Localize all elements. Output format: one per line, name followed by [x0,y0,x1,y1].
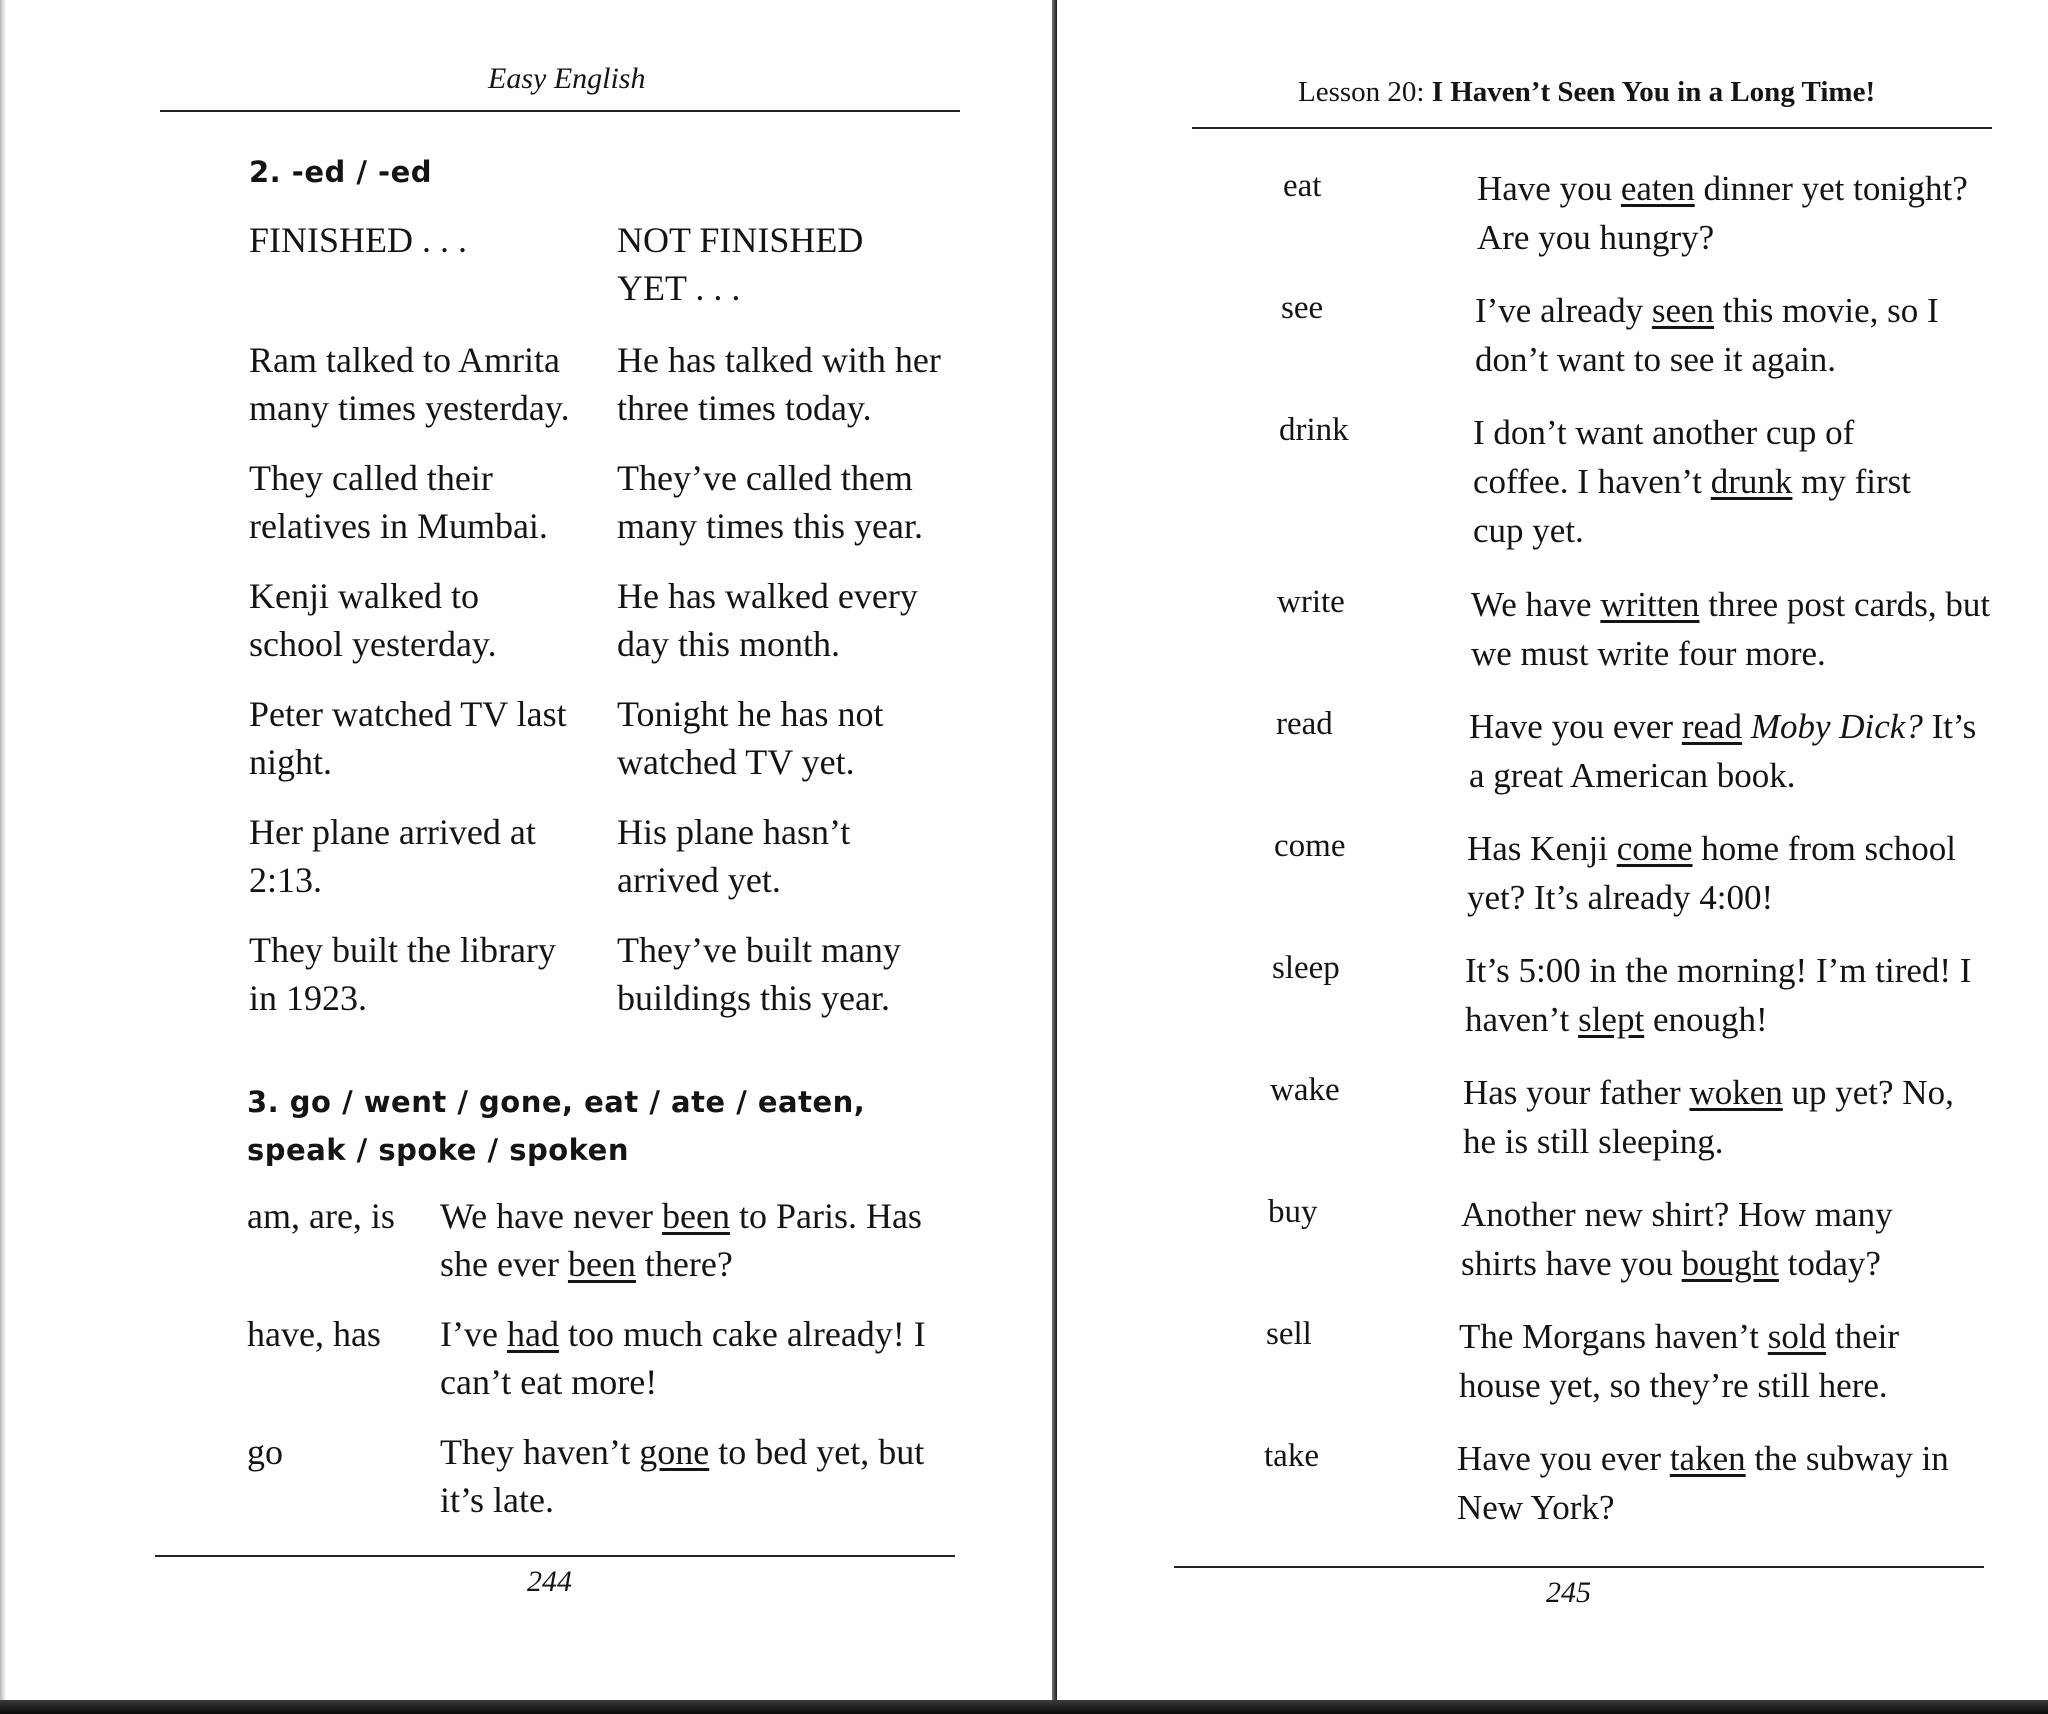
sentence-text: We have never [440,1196,662,1236]
finished-example: They built the library in 1923. [249,930,556,1018]
underlined-verb: drunk [1710,462,1793,501]
not-finished-example: Tonight he has not watched TV yet. [617,694,884,782]
underlined-verb: come [1616,829,1693,868]
sentence-text: there? [635,1244,733,1284]
footer-rule [1174,1566,1984,1568]
verb-label: drink [1279,412,1349,448]
sentence-text: Has your father [1463,1073,1690,1112]
sentence-text: Have you ever [1457,1439,1670,1478]
verb-label: have, has [247,1314,381,1354]
verb-label: buy [1268,1194,1318,1230]
underlined-verb: gone [639,1432,710,1472]
lesson-title: I Haven’t Seen You in a Long Time! [1431,76,1876,108]
underlined-verb: seen [1651,291,1715,330]
underlined-verb: eaten [1620,169,1695,208]
sentence-text: too much cake already! I can’t eat more! [440,1314,926,1402]
not-finished-example: They’ve built many buildings this year. [617,930,901,1018]
underlined-verb: been [567,1244,636,1284]
example-sentence [1473,408,1943,555]
verb-label: sleep [1272,950,1340,986]
section-heading: 2. -ed / -ed [249,155,433,189]
sentence-text: three post cards, but we must write four more. [1471,585,1991,673]
sentence-text: the subway in New York? [1457,1439,1949,1527]
example-sentence [1461,1190,1951,1288]
example-sentence [1469,702,1989,800]
sentence-text: They haven’t [440,1432,640,1472]
verb-label: go [247,1432,283,1472]
sentence-text: up yet? No, he is still sleeping. [1463,1073,1954,1161]
column-header-finished: FINISHED . . . [249,220,468,260]
sentence-text: It’s a great American book. [1469,707,1977,795]
underlined-verb: sold [1767,1317,1827,1356]
running-head [1298,76,1875,109]
column-header-not-finished: NOT FINISHED YET . . . [617,220,864,308]
verb-label: sell [1266,1316,1312,1352]
sentence-text: this movie, so I don’t want to see it again. [1475,291,1939,379]
verb-label: see [1281,290,1324,326]
sentence-text [1742,707,1751,746]
sentence-text: It’s 5:00 in the morning! I’m tired! I haven’t [1465,951,1972,1039]
sentence-text: Have you ever [1469,707,1682,746]
example-sentence [440,1428,960,1524]
underlined-verb: read [1681,707,1743,746]
sentence-text: my first cup yet. [1473,462,1912,550]
right-page [1056,0,2048,1714]
not-finished-example: His plane hasn’t arrived yet. [617,812,851,900]
sentence-text: Have you [1477,169,1621,208]
example-sentence [1477,164,1997,262]
example-sentence [440,1192,960,1288]
sentence-text: We have [1471,585,1601,624]
example-sentence [1471,580,2011,678]
sentence-text: dinner yet tonight? Are you hungry? [1477,169,1968,257]
underlined-verb: had [506,1314,559,1354]
sentence-text: to bed yet, but it’s late. [440,1432,925,1520]
sentence-text: Has Kenji [1467,829,1617,868]
example-sentence [1457,1434,1957,1532]
book-title: Moby Dick? [1750,707,1923,746]
lesson-number: Lesson 20: [1298,76,1432,108]
example-sentence [1467,824,1987,922]
underlined-verb: been [661,1196,730,1236]
sentence-text: today? [1778,1244,1881,1283]
page-number: 245 [1546,1576,1591,1609]
not-finished-example: He has talked with her three times today. [617,340,941,428]
page-bottom-shadow [0,1700,2048,1714]
example-sentence [1463,1068,1983,1166]
verb-label: wake [1270,1072,1340,1108]
finished-example: Her plane arrived at 2:13. [249,812,536,900]
example-sentence [440,1310,960,1406]
verb-label: am, are, is [247,1196,395,1236]
example-sentence [1459,1312,1969,1410]
footer-rule [155,1555,955,1557]
sentence-text: Another new shirt? How many shirts have you [1461,1195,1893,1283]
not-finished-example: They’ve called them many times this year. [617,458,923,546]
sentence-text: I’ve [440,1314,507,1354]
sentence-text: to Paris. Has she ever [440,1196,922,1284]
sentence-text: I don’t want another cup of coffee. I haven’t [1473,413,1855,501]
example-sentence [1465,946,2005,1044]
sentence-text: their house yet, so they’re still here. [1459,1317,1900,1405]
sentence-text: home from school yet? It’s already 4:00! [1467,829,1956,917]
underlined-verb: slept [1578,1000,1645,1039]
verb-label: write [1277,584,1345,620]
finished-example: Ram talked to Amrita many times yesterday. [249,340,570,428]
verb-label: read [1276,706,1333,742]
underlined-verb: bought [1681,1244,1779,1283]
underlined-verb: written [1600,585,1700,624]
not-finished-example: He has walked every day this month. [617,576,918,664]
verb-label: take [1264,1438,1319,1474]
running-head: Easy English [488,62,646,95]
finished-example: Peter watched TV last night. [249,694,567,782]
finished-example: They called their relatives in Mumbai. [249,458,548,546]
header-rule [160,110,960,112]
underlined-verb: taken [1669,1439,1746,1478]
underlined-verb: woken [1689,1073,1783,1112]
example-sentence [1475,286,1995,384]
sentence-text: The Morgans haven’t [1459,1317,1768,1356]
finished-example: Kenji walked to school yesterday. [249,576,497,664]
page-number: 244 [527,1565,572,1598]
sentence-text: enough! [1644,1000,1768,1039]
sentence-text: I’ve already [1475,291,1652,330]
header-rule [1192,127,1992,129]
section-heading: 3. go / went / gone, eat / ate / eaten, speak / spoke / spoken [247,1085,866,1167]
verb-label: eat [1283,168,1322,204]
verb-label: come [1274,828,1346,864]
